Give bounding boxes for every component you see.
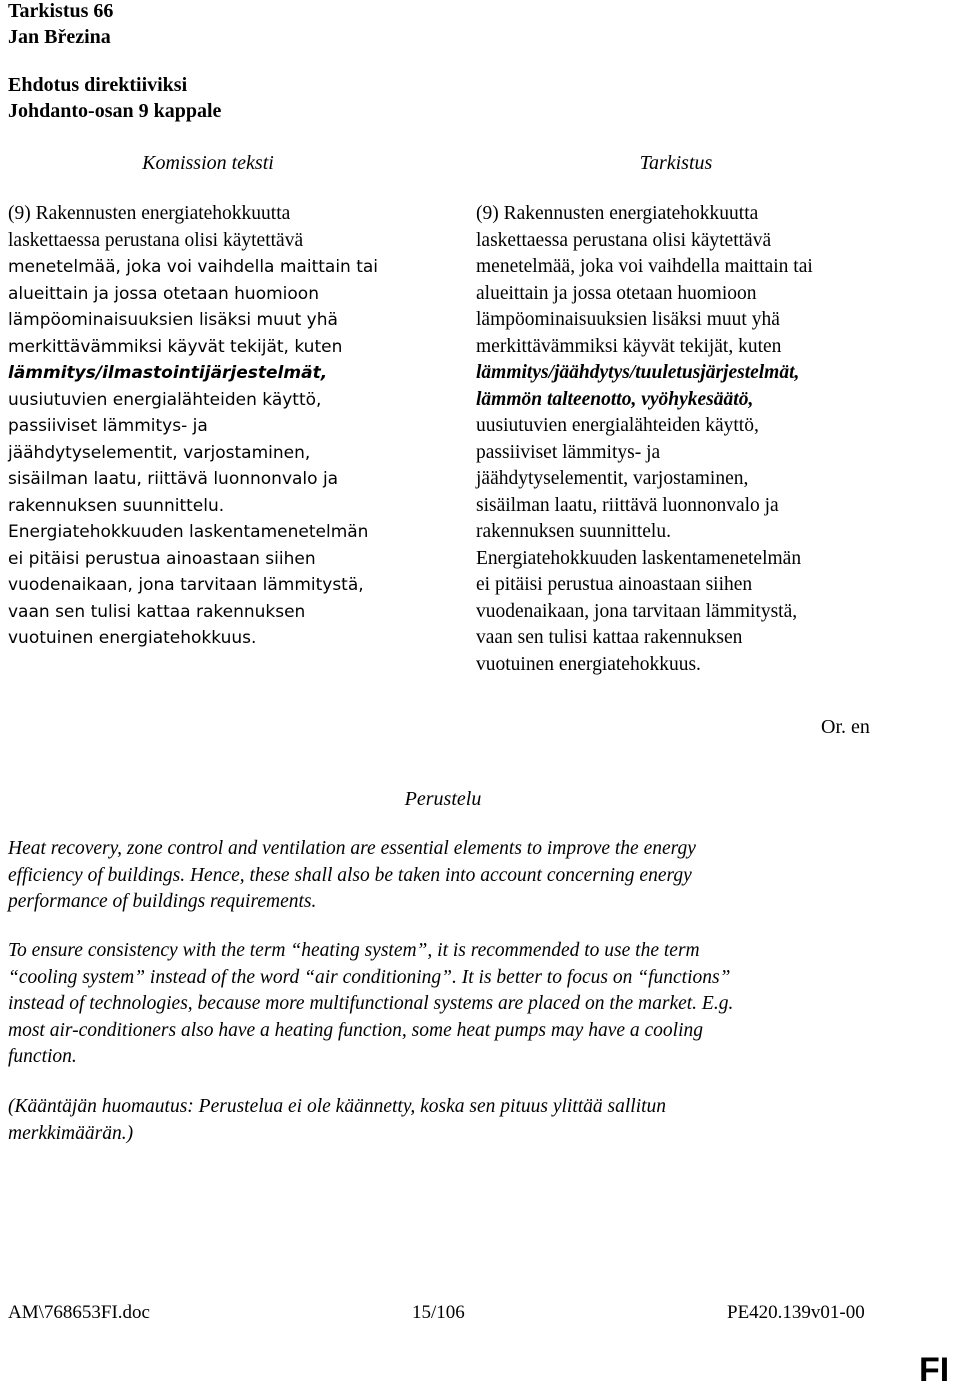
text-line: most air-conditioners also have a heating function, some heat pumps may have a cooling xyxy=(8,1019,704,1041)
text-line: sisäilman laatu, riittävä luonnonvalo ja xyxy=(476,494,779,516)
text-line: rakennuksen suunnittelu. xyxy=(476,521,671,542)
text-line: performance of buildings requirements. xyxy=(8,891,317,912)
text-line: Heat recovery, zone control and ventilation are essential elements to improve the energy xyxy=(8,838,696,859)
text-line: menetelmää, joka voi vaihdella maittain tai xyxy=(8,257,379,277)
text-line: uusiutuvien energialähteiden käyttö, xyxy=(476,415,759,436)
text-line: ei pitäisi perustua ainoastaan siihen xyxy=(8,548,316,569)
commission-text-heading: Komission teksti xyxy=(142,152,274,174)
text-line: alueittain ja jossa otetaan huomioon xyxy=(8,283,319,304)
footer-page-number: 15/106 xyxy=(412,1302,465,1323)
text-line: vaan sen tulisi kattaa rakennuksen xyxy=(476,627,743,648)
commission-text-column xyxy=(8,201,428,652)
proposal-citation: Johdanto-osan 9 kappale xyxy=(8,100,222,122)
text-line: ei pitäisi perustua ainoastaan siihen xyxy=(476,574,753,595)
text-line: laskettaessa perustana olisi käytettävä xyxy=(476,229,772,251)
proposal-header xyxy=(8,72,221,124)
text-line-highlighted: lämmitys/jäähdytys/tuuletusjärjestelmät, xyxy=(476,362,800,383)
text-line: merkittävämmiksi käyvät tekijät, kuten xyxy=(8,336,343,357)
text-line: Energiatehokkuuden laskentamenetelmän xyxy=(476,547,802,569)
text-line: (9) Rakennusten energiatehokkuutta xyxy=(8,203,291,224)
text-line: vuodenaikaan, jona tarvitaan lämmitystä, xyxy=(476,600,798,622)
text-line: Energiatehokkuuden laskentamenetelmän xyxy=(8,522,369,542)
text-line: function. xyxy=(8,1046,77,1067)
amendment-text-heading: Tarkistus xyxy=(639,152,713,174)
text-line: efficiency of buildings. Hence, these shall also be taken into account concerning energy xyxy=(8,864,692,886)
text-line: vaan sen tulisi kattaa rakennuksen xyxy=(8,601,306,622)
amendment-number: Tarkistus 66 xyxy=(8,0,114,22)
text-line: jäähdytyselementit, varjostaminen, xyxy=(476,468,749,489)
language-code: FI xyxy=(919,1351,950,1389)
justification-heading: Perustelu xyxy=(404,788,482,810)
text-line: (9) Rakennusten energiatehokkuutta xyxy=(476,203,759,224)
text-line: rakennuksen suunnittelu. xyxy=(8,495,225,516)
text-line: uusiutuvien energialähteiden käyttö, xyxy=(8,389,322,410)
text-line: menetelmää, joka voi vaihdella maittain tai xyxy=(476,256,813,277)
text-line: sisäilman laatu, riittävä luonnonvalo ja xyxy=(8,469,339,489)
text-line: vuotuinen energiatehokkuus. xyxy=(476,653,701,675)
text-line: To ensure consistency with the term “heating system”, it is recommended to use the term xyxy=(8,940,700,961)
text-line: lämpöominaisuuksien lisäksi muut yhä xyxy=(476,309,780,330)
text-line: lämpöominaisuuksien lisäksi muut yhä xyxy=(8,310,338,330)
footer-reference: PE420.139v01-00 xyxy=(727,1302,865,1323)
justification-paragraph xyxy=(8,836,888,916)
amendment-author: Jan Březina xyxy=(8,26,111,48)
amendment-header xyxy=(8,0,113,50)
text-line: vuodenaikaan, jona tarvitaan lämmitystä, xyxy=(8,575,364,595)
text-line: “cooling system” instead of the word “air conditioning”. It is better to focus on “functions” xyxy=(8,966,731,988)
text-line: passiiviset lämmitys- ja xyxy=(8,416,208,436)
text-line: passiiviset lämmitys- ja xyxy=(476,441,661,463)
text-line: jäähdytyselementit, varjostaminen, xyxy=(8,442,311,463)
footer-document-id: AM\768653FI.doc xyxy=(8,1302,150,1323)
proposal-type: Ehdotus direktiiviksi xyxy=(8,74,188,96)
amendment-text-column xyxy=(476,201,896,678)
original-language: Or. en xyxy=(821,716,870,738)
text-line: vuotuinen energiatehokkuus. xyxy=(8,628,257,648)
translator-note xyxy=(8,1094,888,1147)
text-line: merkittävämmiksi käyvät tekijät, kuten xyxy=(476,335,782,357)
justification-paragraph xyxy=(8,938,888,1071)
text-line-highlighted: lämmön talteenotto, vyöhykesäätö, xyxy=(476,388,754,410)
text-line: instead of technologies, because more multifunctional systems are placed on the market. E.g. xyxy=(8,993,734,1014)
text-line-highlighted: lämmitys/ilmastointijärjestelmät, xyxy=(8,363,328,383)
text-line: laskettaessa perustana olisi käytettävä xyxy=(8,229,304,251)
text-line: (Kääntäjän huomautus: Perustelua ei ole käännetty, koska sen pituus ylittää sallitun xyxy=(8,1096,667,1117)
text-line: alueittain ja jossa otetaan huomioon xyxy=(476,282,757,304)
text-line: merkkimäärän.) xyxy=(8,1122,134,1144)
